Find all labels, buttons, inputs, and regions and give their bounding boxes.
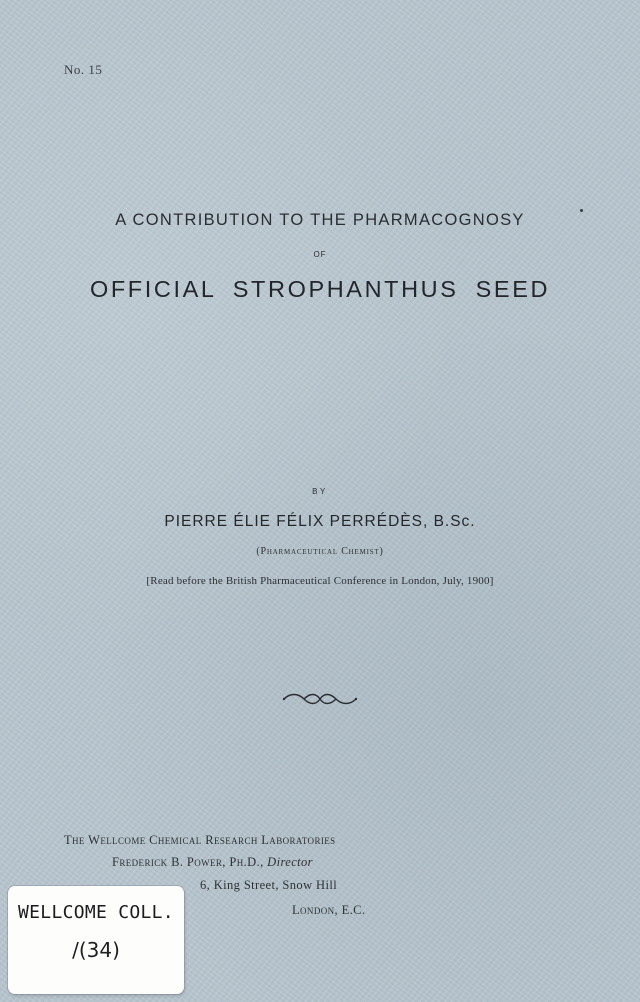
director-name: Frederick B. Power, Ph.D., <box>112 855 264 869</box>
publisher-city: London, E.C. <box>292 903 366 917</box>
publisher-director <box>112 855 313 870</box>
author-name: PIERRE ÉLIE FÉLIX PERRÉDÈS, B.Sc. <box>164 513 476 530</box>
title-of: OF <box>313 250 327 259</box>
scroll-ornament-icon <box>280 690 360 708</box>
reading-note: [Read before the British Pharmaceutical Conference in London, July, 1900] <box>146 575 494 587</box>
library-label-shelfmark: /(34) <box>72 938 120 962</box>
library-label-collection: WELLCOME COLL. <box>18 902 174 923</box>
library-label <box>8 886 184 994</box>
main-title: OFFICIAL STROPHANTHUS SEED <box>89 276 551 302</box>
director-role: Director <box>267 855 313 869</box>
series-number: No. 15 <box>64 62 103 77</box>
publisher-laboratories: The Wellcome Chemical Research Laboratories <box>64 833 336 847</box>
title-line-top: A CONTRIBUTION TO THE PHARMACOGNOSY <box>115 211 525 229</box>
author-qualification: (Pharmaceutical Chemist) <box>256 546 384 557</box>
publisher-street: 6, King Street, Snow Hill <box>200 878 338 892</box>
byline-label: BY <box>312 487 328 496</box>
